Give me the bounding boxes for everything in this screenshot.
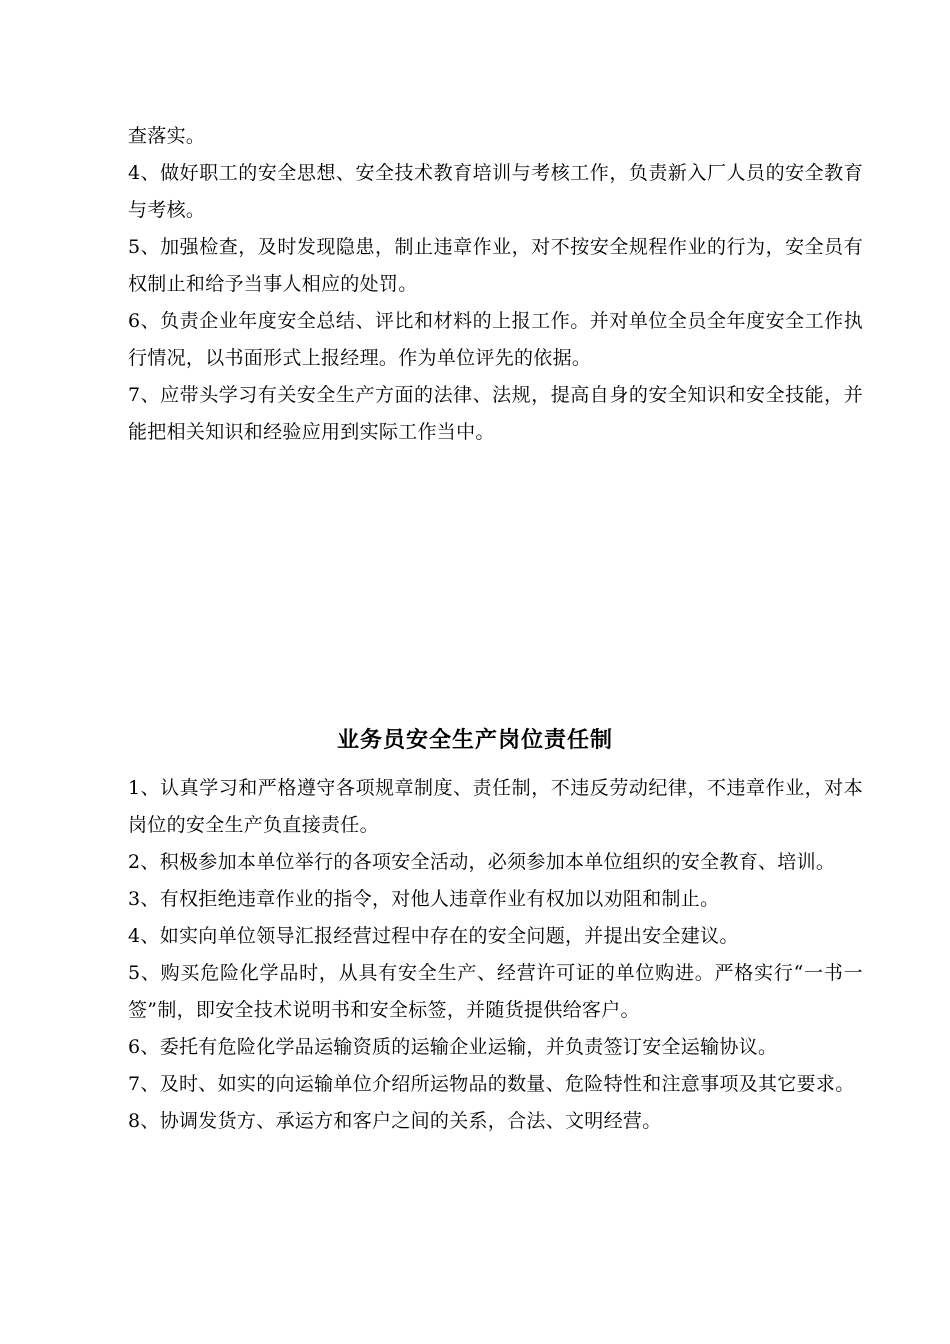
section-salesperson-duties bbox=[128, 770, 863, 1140]
paragraph: 3、有权拒绝违章作业的指令，对他人违章作业有权加以劝阻和制止。 bbox=[128, 888, 720, 910]
paragraph: 1、认真学习和严格遵守各项规章制度、责任制，不违反劳动纪律，不违章作业，对本岗位的安全生产负直接责任。 bbox=[128, 777, 863, 836]
section-safety-officer-duties bbox=[128, 118, 863, 451]
paragraph: 5、加强检查，及时发现隐患，制止违章作业，对不按安全规程作业的行为，安全员有权制止和给予当事人相应的处罚。 bbox=[128, 236, 863, 295]
paragraph: 4、做好职工的安全思想、安全技术教育培训与考核工作，负责新入厂人员的安全教育与考核。 bbox=[128, 162, 863, 221]
paragraph: 查落实。 bbox=[128, 125, 206, 147]
paragraph: 2、积极参加本单位举行的各项安全活动，必须参加本单位组织的安全教育、培训。 bbox=[128, 851, 836, 873]
paragraph: 7、及时、如实的向运输单位介绍所运物品的数量、危险特性和注意事项及其它要求。 bbox=[128, 1073, 855, 1095]
paragraph: 8、协调发货方、承运方和客户之间的关系，合法、文明经营。 bbox=[128, 1110, 662, 1132]
paragraph: 5、购买危险化学品时，从具有安全生产、经营许可证的单位购进。严格实行“一书一签”制，即安全技术说明书和安全标签，并随货提供给客户。 bbox=[128, 962, 863, 1021]
paragraph: 4、如实向单位领导汇报经营过程中存在的安全问题，并提出安全建议。 bbox=[128, 925, 739, 947]
paragraph: 6、负责企业年度安全总结、评比和材料的上报工作。并对单位全员全年度安全工作执行情况，以书面形式上报经理。作为单位评先的依据。 bbox=[128, 310, 863, 369]
paragraph: 7、应带头学习有关安全生产方面的法律、法规，提高自身的安全知识和安全技能，并能把相关知识和经验应用到实际工作当中。 bbox=[128, 384, 863, 443]
section-title: 业务员安全生产岗位责任制 bbox=[336, 727, 613, 753]
paragraph: 6、委托有危险化学品运输资质的运输企业运输，并负责签订安全运输协议。 bbox=[128, 1036, 778, 1058]
